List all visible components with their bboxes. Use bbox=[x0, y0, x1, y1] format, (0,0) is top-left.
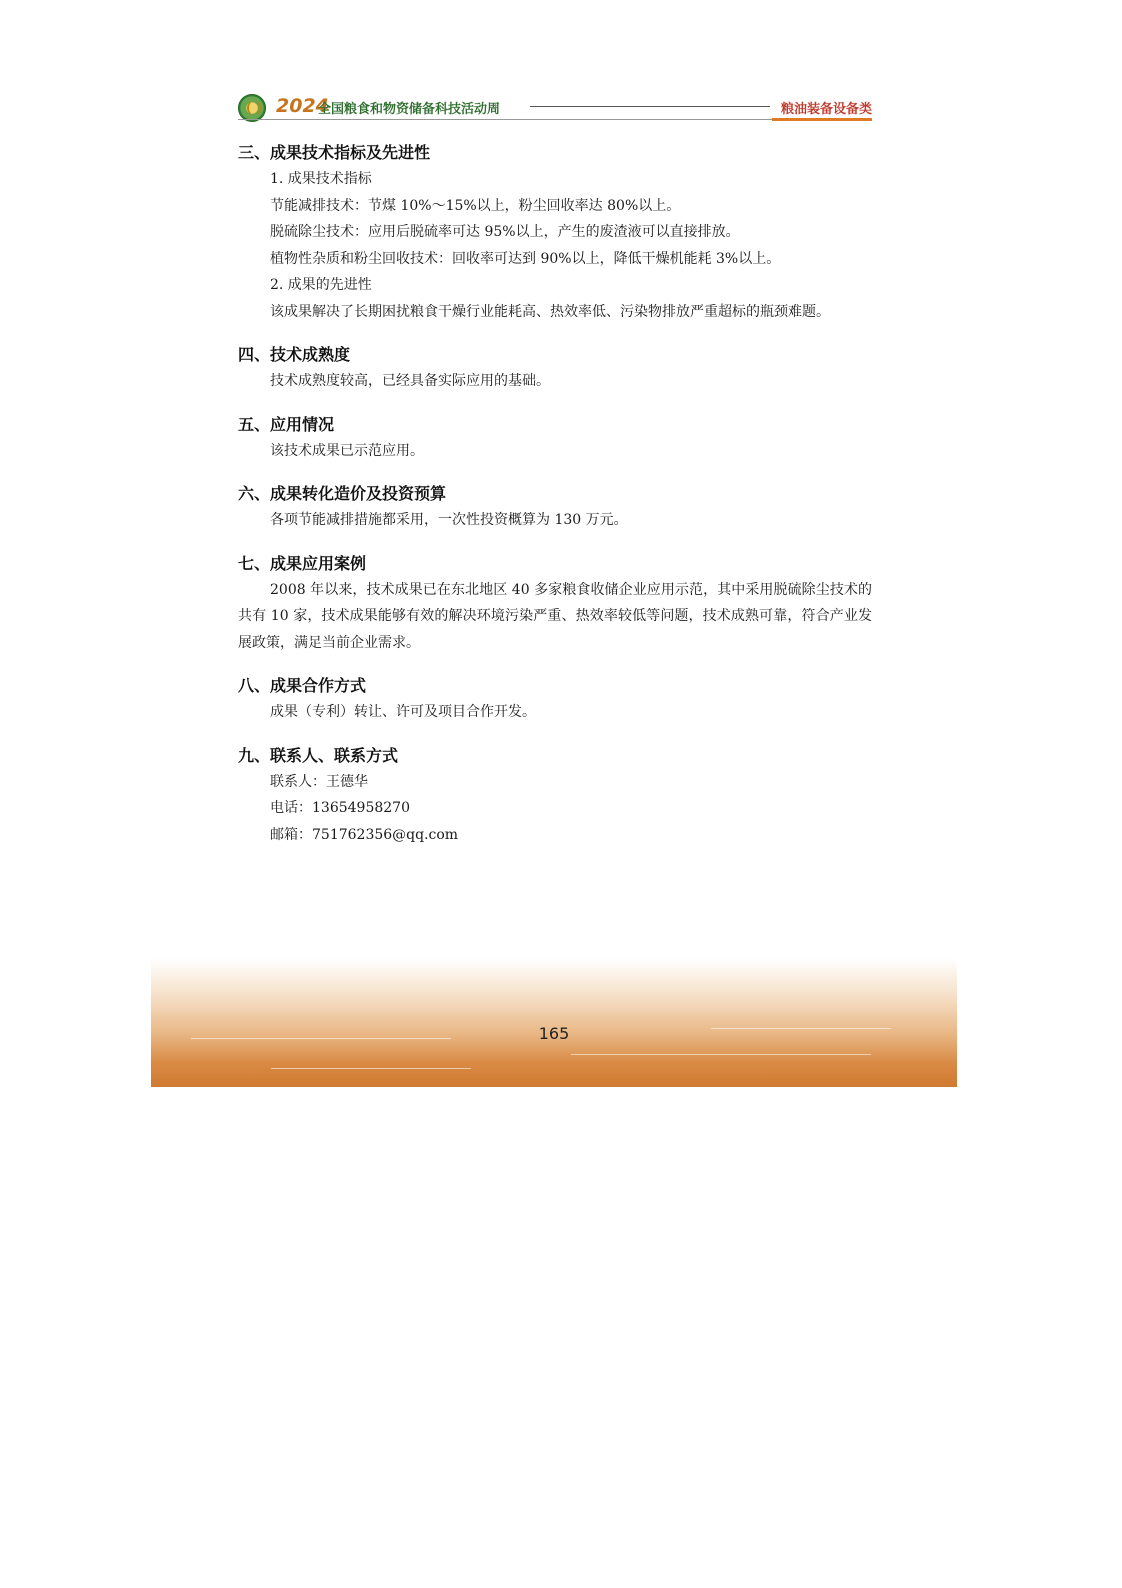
contact-phone: 电话：13654958270 bbox=[270, 800, 410, 816]
paragraph: 该技术成果已示范应用。 bbox=[270, 442, 424, 459]
section-heading: 三、成果技术指标及先进性 bbox=[238, 143, 431, 162]
section-contact bbox=[238, 743, 872, 849]
section-heading: 六、成果转化造价及投资预算 bbox=[238, 484, 447, 503]
section-investment bbox=[238, 481, 872, 534]
section-heading: 九、联系人、联系方式 bbox=[238, 745, 399, 765]
paragraph: 脱硫除尘技术：应用后脱硫率可达 95%以上，产生的废渣液可以直接排放。 bbox=[270, 224, 740, 240]
paragraph: 节能减排技术：节煤 10%～15%以上，粉尘回收率达 80%以上。 bbox=[270, 197, 681, 214]
paragraph: 各项节能减排措施都采用，一次性投资概算为 130 万元。 bbox=[270, 512, 628, 528]
page-number: 165 bbox=[538, 1024, 570, 1043]
section-maturity bbox=[238, 342, 872, 395]
header-category: 粮油装备设备类 bbox=[780, 102, 872, 117]
header-rule bbox=[530, 106, 770, 107]
paragraph: 技术成熟度较高，已经具备实际应用的基础。 bbox=[270, 373, 550, 389]
header-title: 全国粮食和物资储备科技活动周 bbox=[318, 102, 501, 117]
section-cooperation bbox=[238, 673, 872, 726]
paragraph: 成果（专利）转让、许可及项目合作开发。 bbox=[270, 704, 536, 720]
section-heading: 八、成果合作方式 bbox=[238, 676, 367, 695]
page-header bbox=[238, 94, 872, 122]
paragraph: 植物性杂质和粉尘回收技术：回收率可达到 90%以上，降低干燥机能耗 3%以上。 bbox=[270, 250, 781, 267]
section-cases bbox=[238, 551, 872, 657]
grain-emblem-icon bbox=[238, 94, 266, 122]
header-year: 2024 bbox=[276, 95, 329, 117]
section-tech-indicators bbox=[238, 140, 872, 325]
paragraph: 该成果解决了长期困扰粮食干燥行业能耗高、热效率低、污染物排放严重超标的瓶颈难题。 bbox=[270, 303, 830, 320]
paragraph: 2. 成果的先进性 bbox=[270, 277, 372, 293]
section-heading: 四、技术成熟度 bbox=[238, 345, 351, 364]
section-application bbox=[238, 412, 872, 465]
paragraph: 1. 成果技术指标 bbox=[270, 171, 372, 187]
footer-band bbox=[151, 958, 957, 1087]
paragraph: 2008 年以来，技术成果已在东北地区 40 多家粮食收储企业应用示范，其中采用脱硫除尘技术的共有 10 家，技术成果能够有效的解决环境污染严重、热效率较低等问题，技术成熟可靠，符合产业发展政策，满足当前企业需求。 bbox=[238, 581, 872, 651]
contact-person: 联系人：王德华 bbox=[270, 773, 368, 790]
contact-email: 邮箱：751762356@qq.com bbox=[270, 826, 459, 843]
main-content bbox=[238, 140, 872, 865]
section-heading: 五、应用情况 bbox=[238, 414, 335, 434]
header-accent-bar bbox=[772, 118, 872, 121]
section-heading: 七、成果应用案例 bbox=[238, 553, 367, 573]
